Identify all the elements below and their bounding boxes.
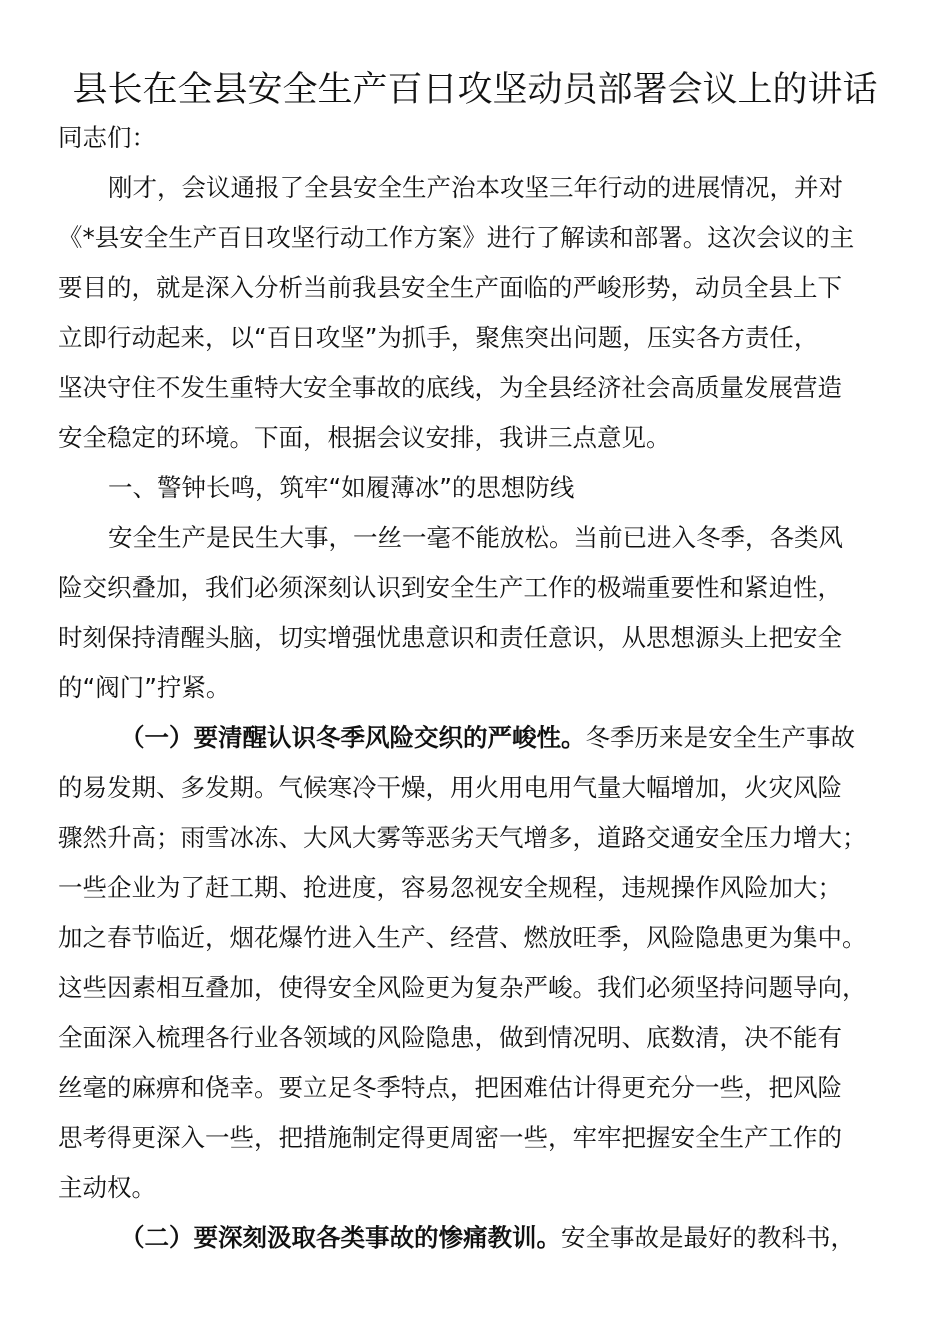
paragraph-line: 要目的，就是深入分析当前我县安全生产面临的严峻形势，动员全县上下 [58,273,842,302]
paragraph-line: 思考得更深入一些，把措施制定得更周密一些，牢牢把握安全生产工作的 [58,1123,842,1152]
paragraph-line: 险交织叠加，我们必须深刻认识到安全生产工作的极端重要性和紧迫性， [58,573,842,602]
paragraph-line: 加之春节临近，烟花爆竹进入生产、经营、燃放旺季，风险隐患更为集中。 [58,923,867,952]
paragraph-line: 一些企业为了赶工期、抢进度，容易忽视安全规程，违规操作风险加大； [58,873,842,902]
section-heading-1: 一、警钟长鸣，筑牢“如履薄冰”的思想防线 [108,473,575,502]
paragraph-line: 骤然升高；雨雪冰冻、大风大雾等恶劣天气增多，道路交通安全压力增大； [58,823,867,852]
paragraph-line: 这些因素相互叠加，使得安全风险更为复杂严峻。我们必须坚持问题导向， [58,973,867,1002]
subsection-first-line [120,1221,855,1255]
paragraph-line: 丝毫的麻痹和侥幸。要立足冬季特点，把困难估计得更充分一些，把风险 [58,1073,842,1102]
paragraph-line: 刚才，会议通报了全县安全生产治本攻坚三年行动的进展情况，并对 [108,173,843,202]
paragraph-line: 安全生产是民生大事，一丝一毫不能放松。当前已进入冬季，各类风 [108,523,843,552]
paragraph-line: 安全稳定的环境。下面，根据会议安排，我讲三点意见。 [58,423,671,452]
document-title: 县长在全县安全生产百日攻坚动员部署会议上的讲话 [72,70,878,110]
subsection-text: 安全事故是最好的教科书， [561,1223,855,1252]
paragraph-line: 时刻保持清醒头脑，切实增强忧患意识和责任意识，从思想源头上把安全 [58,623,842,652]
paragraph-line: 全面深入梳理各行业各领域的风险隐患，做到情况明、底数清，决不能有 [58,1023,842,1052]
paragraph-line: 主动权。 [58,1173,156,1202]
subsection-heading: （一）要清醒认识冬季风险交织的严峻性。 [120,723,586,752]
paragraph-line: 立即行动起来，以“百日攻坚”为抓手，聚焦突出问题，压实各方责任， [58,323,819,352]
paragraph-line: 《*县安全生产百日攻坚行动工作方案》进行了解读和部署。这次会议的主 [58,223,855,252]
subsection-heading: （二）要深刻汲取各类事故的惨痛教训。 [120,1223,561,1252]
subsection-first-line [120,721,855,755]
subsection-text: 冬季历来是安全生产事故 [585,723,855,752]
paragraph-line: 的“阀门”拧紧。 [58,673,231,702]
paragraph-line: 坚决守住不发生重特大安全事故的底线，为全县经济社会高质量发展营造 [58,373,842,402]
paragraph-line: 的易发期、多发期。气候寒冷干燥，用火用电用气量大幅增加，火灾风险 [58,773,842,802]
salutation: 同志们： [58,123,156,152]
